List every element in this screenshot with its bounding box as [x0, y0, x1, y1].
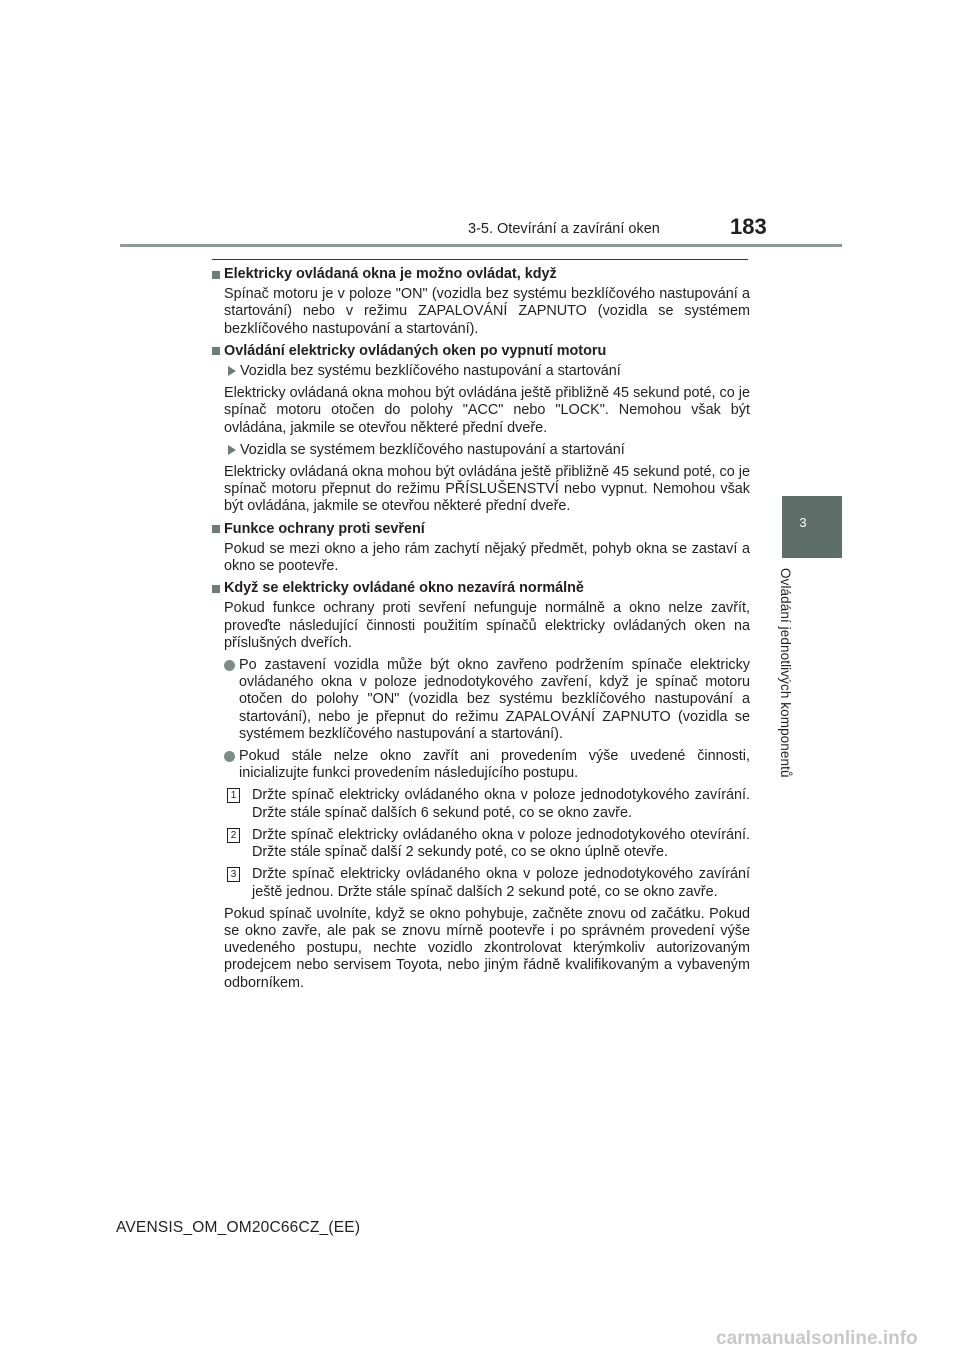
- section-heading-text: Když se elektricky ovládané okno nezavírá normálně: [224, 580, 584, 597]
- subheading: [224, 442, 750, 459]
- step-text: Držte spínač elektricky ovládaného okna v poloze jednodotykového otevírání. Držte stále spínač další 2 sekundy poté, co se okno úplně otevře.: [252, 826, 750, 861]
- square-bullet-icon: [212, 585, 220, 593]
- content-top-rule: [212, 259, 748, 260]
- page-content: [212, 266, 750, 997]
- subheading-text: Vozidla se systémem bezklíčového nastupování a startování: [240, 441, 625, 458]
- chapter-tab: [782, 496, 842, 558]
- paragraph: Elektricky ovládaná okna mohou být ovládána ještě přibližně 45 sekund poté, co je spínač motoru otočen do polohy "ACC" nebo "LOCK". Nemohou však být ovládána, jakmile se otevřou některé přední dveře.: [224, 385, 750, 436]
- chapter-label: Ovládání jednotlivých komponentů: [778, 568, 793, 778]
- paragraph: Pokud funkce ochrany proti sevření nefunguje normálně a okno nelze zavřít, proveďte následující činnosti použitím spínačů elektricky ovládaných oken na příslušných dveřích.: [224, 600, 750, 651]
- list-item-text: Pokud stále nelze okno zavřít ani provedením výše uvedené činnosti, inicializujte funkci provedením následujícího postupu.: [239, 748, 750, 782]
- triangle-bullet-icon: [228, 366, 236, 376]
- watermark: carmanualsonline.info: [716, 1328, 918, 1349]
- page-number: 183: [730, 214, 767, 239]
- header-rule: [120, 244, 842, 247]
- section-heading-text: Ovládání elektricky ovládaných oken po vypnutí motoru: [224, 342, 607, 359]
- list-item: [224, 657, 750, 743]
- triangle-bullet-icon: [228, 445, 236, 455]
- step-item: [227, 827, 750, 861]
- step-text: Držte spínač elektricky ovládaného okna v poloze jednodotykového zavírání. Držte stále spínač dalších 6 sekund poté, co se okno zavře.: [252, 787, 750, 821]
- chapter-tab-number: 3: [799, 515, 807, 530]
- step-number-badge: 3: [227, 867, 240, 882]
- paragraph: Elektricky ovládaná okna mohou být ovládána ještě přibližně 45 sekund poté, co je spínač motoru přepnut do režimu PŘÍSLUŠENSTVÍ nebo vypnut. Nemohou však být ovládána, jakmile se otevřou některé přední dveře.: [224, 464, 750, 515]
- list-item: [224, 748, 750, 782]
- paragraph: Spínač motoru je v poloze "ON" (vozidla bez systému bezklíčového nastupování a startování) nebo v režimu ZAPALOVÁNÍ ZAPNUTO (vozidla se systémem bezklíčového nastupování a startování).: [224, 286, 750, 337]
- square-bullet-icon: [212, 525, 220, 533]
- paragraph: Pokud se mezi okno a jeho rám zachytí nějaký předmět, pohyb okna se zastaví a okno se pootevře.: [224, 540, 750, 575]
- step-number-badge: 1: [227, 788, 240, 803]
- step-item: [227, 866, 750, 900]
- section-heading: [212, 580, 750, 597]
- circle-bullet-icon: [224, 660, 235, 671]
- square-bullet-icon: [212, 271, 220, 279]
- circle-bullet-icon: [224, 751, 235, 762]
- step-number-badge: 2: [227, 828, 240, 843]
- square-bullet-icon: [212, 347, 220, 355]
- step-text: Držte spínač elektricky ovládaného okna v poloze jednodotykového zavírání ještě jednou. Držte stále spínač dalších 2 sekund poté, co se okno zavře.: [252, 866, 750, 900]
- subheading-text: Vozidla bez systému bezklíčového nastupování a startování: [240, 363, 621, 380]
- document-code: AVENSIS_OM_OM20C66CZ_(EE): [116, 1219, 361, 1236]
- section-heading: [212, 343, 750, 360]
- subheading: [224, 363, 750, 380]
- section-heading-text: Funkce ochrany proti sevření: [224, 520, 425, 537]
- step-item: [227, 787, 750, 821]
- section-heading-text: Elektricky ovládaná okna je možno ovládat, když: [224, 266, 557, 282]
- section-title: 3-5. Otevírání a zavírání oken: [468, 221, 660, 237]
- list-item-text: Po zastavení vozidla může být okno zavřeno podržením spínače elektricky ovládaného okna v poloze jednodotykového zavření, když je spínač motoru otočen do polohy "ON" (vozidla bez systému bezklíčového nastupování a startování), nebo je přepnut do režimu ZAPALOVÁNÍ ZAPNUTO (vozidla se systémem bezklíčového nastupování a startování).: [239, 657, 750, 742]
- closing-paragraph: Pokud spínač uvolníte, když se okno pohybuje, začněte znovu od začátku. Pokud se okno zavře, ale pak se znovu mírně pootevře i po správném provedení výše uvedeného postupu, nechte vozidlo zkontrolovat kterýmkoliv autorizovaným prodejcem nebo servisem Toyota, nebo jiným řádně kvalifikovaným a vybaveným odborníkem.: [224, 905, 750, 991]
- section-heading: [212, 266, 750, 283]
- section-heading: [212, 521, 750, 538]
